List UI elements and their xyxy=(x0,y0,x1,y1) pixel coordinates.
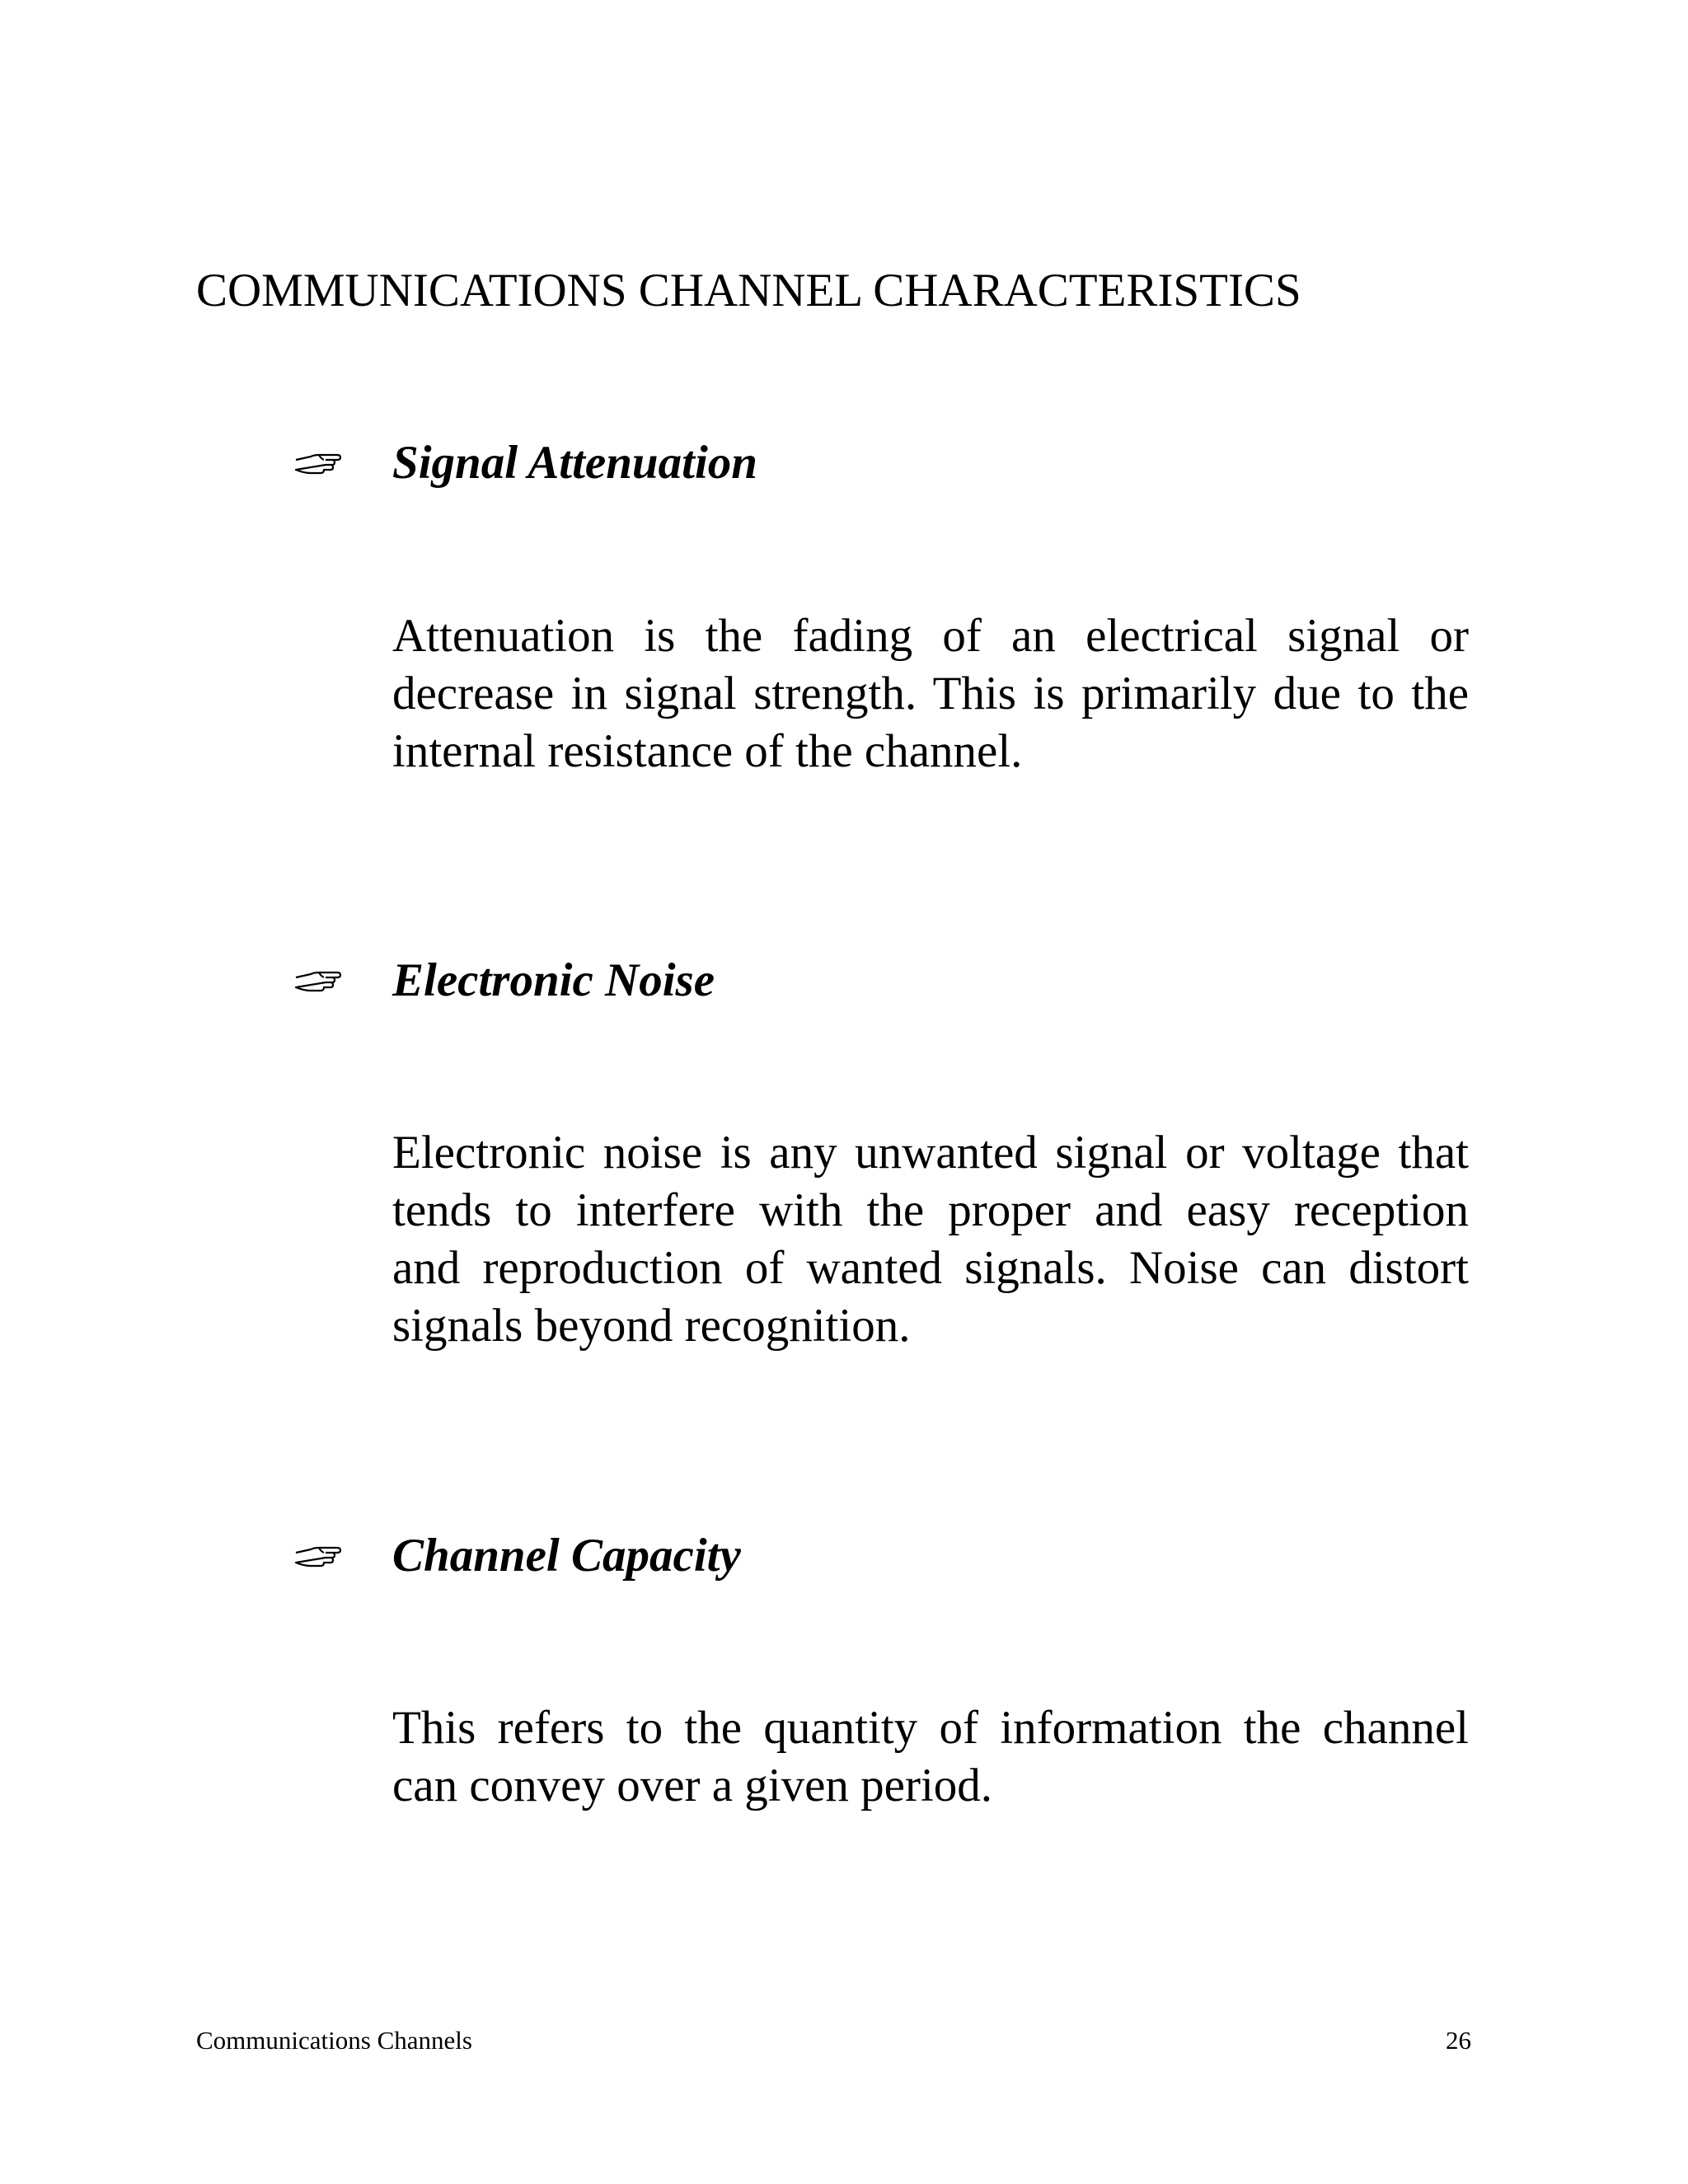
section-body-signal-attenuation xyxy=(392,607,1469,780)
section-body-electronic-noise xyxy=(392,1124,1469,1355)
body-line: Electronic noise is any unwanted signal or voltage that xyxy=(392,1127,1469,1179)
pointing-hand-icon xyxy=(294,445,344,478)
pointing-hand-icon xyxy=(294,1538,344,1571)
page-number: 26 xyxy=(1446,2026,1471,2055)
section-heading-electronic-noise: Electronic Noise xyxy=(392,954,715,1006)
section-body-channel-capacity xyxy=(392,1699,1469,1815)
body-line: This refers to the quantity of information the channel xyxy=(392,1702,1469,1754)
body-line: internal resistance of the channel. xyxy=(392,725,1023,777)
pointing-hand-icon xyxy=(294,963,344,996)
body-line: tends to interfere with the proper and easy reception xyxy=(392,1184,1469,1236)
body-line: can convey over a given period. xyxy=(392,1760,993,1811)
section-heading-channel-capacity: Channel Capacity xyxy=(392,1530,741,1582)
section-heading-signal-attenuation: Signal Attenuation xyxy=(392,437,757,489)
page-title: COMMUNICATIONS CHANNEL CHARACTERISTICS xyxy=(196,265,1301,316)
body-line: decrease in signal strength. This is primarily due to the xyxy=(392,668,1469,719)
body-line: and reproduction of wanted signals. Noise can distort xyxy=(392,1242,1469,1294)
footer-title: Communications Channels xyxy=(196,2026,472,2055)
body-line: Attenuation is the fading of an electrical signal or xyxy=(392,610,1469,662)
body-line: signals beyond recognition. xyxy=(392,1300,911,1352)
